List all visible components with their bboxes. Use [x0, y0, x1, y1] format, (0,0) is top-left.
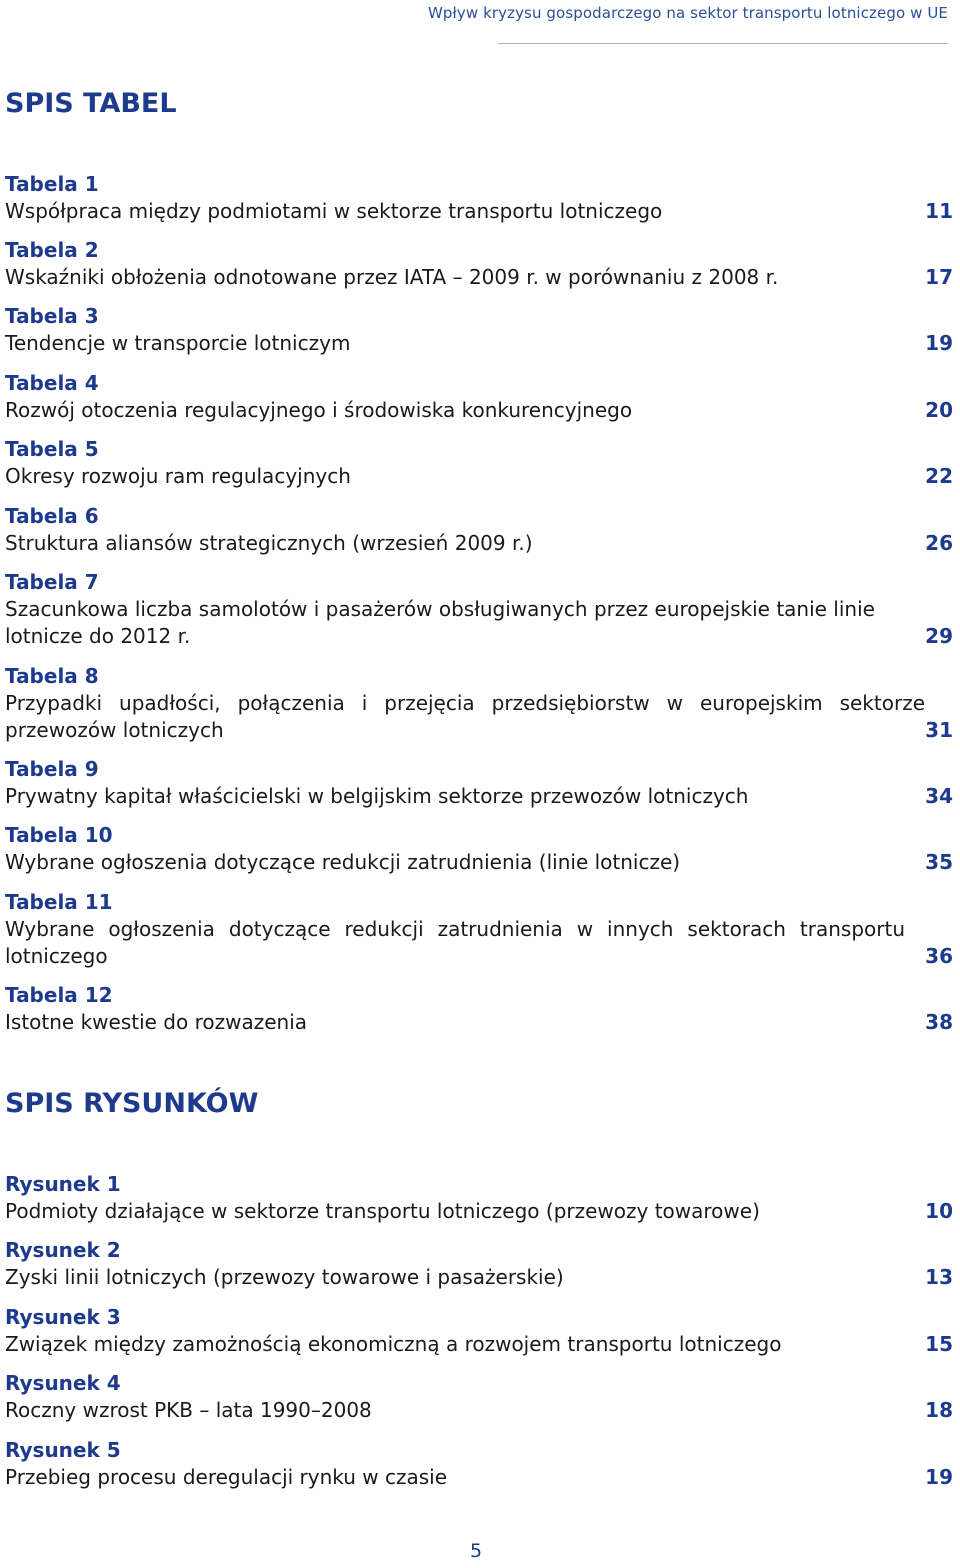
entry-title: Tendencje w transporcie lotniczym [5, 331, 351, 355]
entry-page-number: 11 [925, 199, 953, 223]
entry-page-number: 10 [925, 1199, 953, 1223]
entry-title: Istotne kwestie do rozwazenia [5, 1010, 308, 1034]
toc-entry-figure-3[interactable] [5, 1304, 953, 1358]
entry-label: Rysunek 4 [5, 1371, 121, 1395]
entry-label: Rysunek 3 [5, 1305, 121, 1329]
entry-label: Tabela 9 [5, 757, 99, 781]
entry-title: Rozwój otoczenia regulacyjnego i środowiska konkurencyjnego [5, 398, 633, 422]
entry-page-number: 13 [925, 1265, 953, 1289]
entry-title: Struktura aliansów strategicznych (wrzesień 2009 r.) [5, 531, 533, 555]
header-rule [498, 43, 948, 44]
toc-entry-table-3[interactable] [5, 303, 953, 357]
toc-entry-table-7[interactable] [5, 569, 953, 650]
entry-page-number: 38 [925, 1010, 953, 1034]
tables-section-title: SPIS TABEL [5, 88, 177, 119]
entry-title: Przebieg procesu deregulacji rynku w czasie [5, 1465, 448, 1489]
toc-entry-table-4[interactable] [5, 370, 953, 424]
entry-title: Związek między zamożnością ekonomiczną a rozwojem transportu lotniczego [5, 1332, 782, 1356]
entry-page-number: 31 [925, 718, 953, 742]
figures-section-title: SPIS RYSUNKÓW [5, 1088, 259, 1119]
entry-title: Współpraca między podmiotami w sektorze transportu lotniczego [5, 199, 663, 223]
entry-title: Zyski linii lotniczych (przewozy towarowe i pasażerskie) [5, 1265, 564, 1289]
toc-entry-table-8[interactable] [5, 663, 953, 744]
entry-title: Wybrane ogłoszenia dotyczące redukcji zatrudnienia (linie lotnicze) [5, 850, 681, 874]
entry-title: Roczny wzrost PKB – lata 1990–2008 [5, 1398, 372, 1422]
running-header: Wpływ kryzysu gospodarczego na sektor transportu lotniczego w UE [427, 4, 948, 22]
entry-label: Rysunek 1 [5, 1172, 121, 1196]
toc-entry-table-9[interactable] [5, 756, 953, 810]
entry-label: Tabela 6 [5, 504, 99, 528]
toc-entry-table-11[interactable] [5, 889, 953, 970]
toc-entry-table-2[interactable] [5, 237, 953, 291]
entry-label: Tabela 12 [5, 983, 113, 1007]
entry-title: Przypadki upadłości, połączenia i przejęcia przedsiębiorstw w europejskim sektorze przewozów lotniczych [5, 691, 925, 742]
toc-entry-table-1[interactable] [5, 171, 953, 225]
toc-entry-table-10[interactable] [5, 822, 953, 876]
entry-title: Okresy rozwoju ram regulacyjnych [5, 464, 351, 488]
entry-page-number: 19 [925, 331, 953, 355]
entry-label: Tabela 3 [5, 304, 99, 328]
entry-page-number: 18 [925, 1398, 953, 1422]
entry-label: Tabela 7 [5, 570, 99, 594]
entry-page-number: 35 [925, 850, 953, 874]
entry-label: Tabela 4 [5, 371, 99, 395]
entry-title: Wybrane ogłoszenia dotyczące redukcji zatrudnienia w innych sektorach transportu lotniczego [5, 917, 905, 968]
entry-title: Szacunkowa liczba samolotów i pasażerów obsługiwanych przez europejskie tanie linie lotnicze do 2012 r. [5, 597, 875, 648]
page-number: 5 [470, 1540, 483, 1562]
entry-label: Rysunek 5 [5, 1438, 121, 1462]
toc-entry-figure-1[interactable] [5, 1171, 953, 1225]
entry-label: Tabela 8 [5, 664, 99, 688]
entry-page-number: 19 [925, 1465, 953, 1489]
toc-entry-table-6[interactable] [5, 503, 953, 557]
toc-entry-figure-4[interactable] [5, 1370, 953, 1424]
toc-entry-figure-5[interactable] [5, 1437, 953, 1491]
entry-title: Prywatny kapitał właścicielski w belgijskim sektorze przewozów lotniczych [5, 784, 749, 808]
entry-label: Tabela 5 [5, 437, 99, 461]
entry-label: Tabela 2 [5, 238, 99, 262]
entry-page-number: 17 [925, 265, 953, 289]
entry-page-number: 34 [925, 784, 953, 808]
entry-title: Wskaźniki obłożenia odnotowane przez IATA – 2009 r. w porównaniu z 2008 r. [5, 265, 779, 289]
entry-page-number: 26 [925, 531, 953, 555]
toc-entry-table-12[interactable] [5, 982, 953, 1036]
entry-page-number: 22 [925, 464, 953, 488]
entry-page-number: 15 [925, 1332, 953, 1356]
toc-entry-figure-2[interactable] [5, 1237, 953, 1291]
entry-label: Tabela 11 [5, 890, 113, 914]
entry-label: Rysunek 2 [5, 1238, 121, 1262]
entry-title: Podmioty działające w sektorze transportu lotniczego (przewozy towarowe) [5, 1199, 760, 1223]
toc-entry-table-5[interactable] [5, 436, 953, 490]
entry-label: Tabela 1 [5, 172, 99, 196]
entry-page-number: 29 [925, 624, 953, 648]
entry-page-number: 36 [925, 944, 953, 968]
entry-page-number: 20 [925, 398, 953, 422]
entry-label: Tabela 10 [5, 823, 113, 847]
